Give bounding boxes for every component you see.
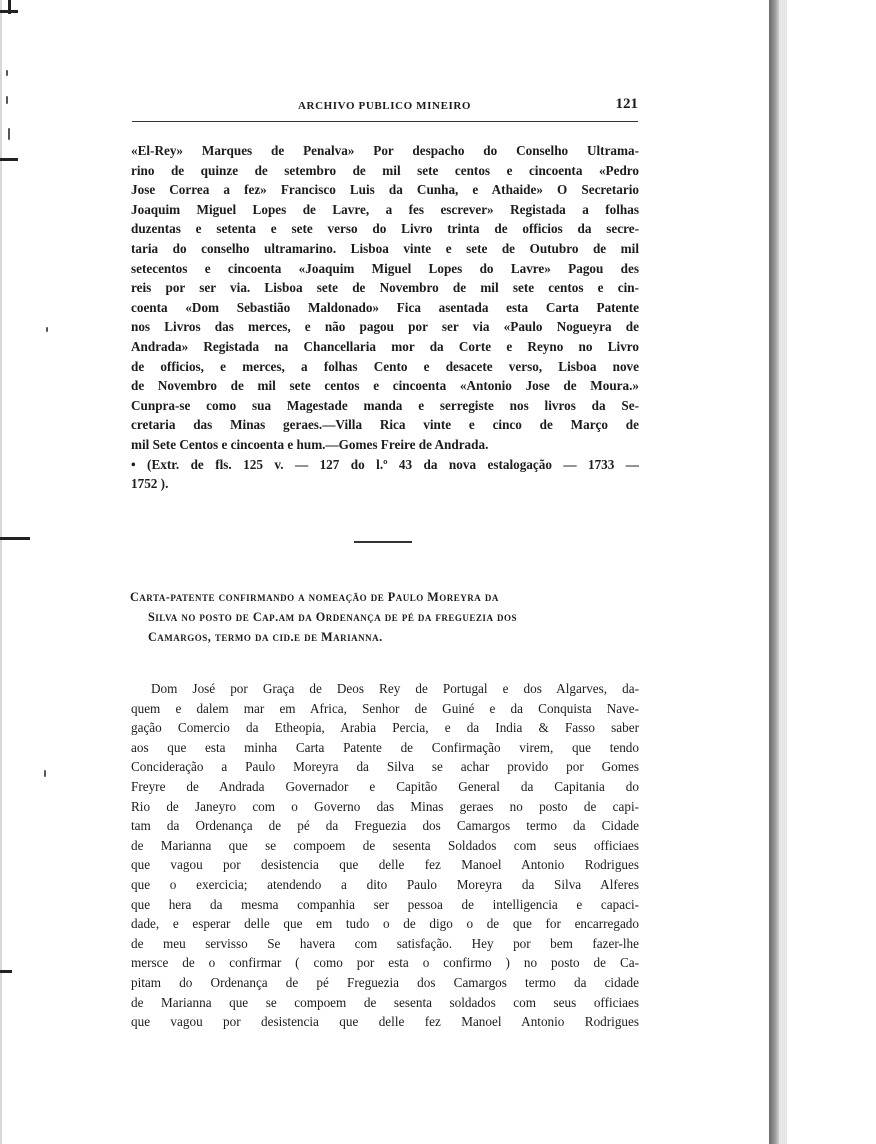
scan-speck (46, 327, 48, 332)
text-line: cretaria das Minas geraes.—Villa Rica vinte e cinco de Março de (131, 417, 639, 433)
text-line: de Novembro de mil sete centos e cincoenta «Antonio Jose de Moura.» (131, 378, 639, 394)
text-line: rino de quinze de setembro de mil sete centos e cincoenta «Pedro (131, 162, 639, 178)
section-divider (354, 541, 412, 543)
text-line: Joaquim Miguel Lopes de Lavre, a fes escrever» Registada a folhas (131, 201, 639, 217)
scan-corner-mark-stem (8, 0, 11, 14)
text-line: taria do conselho ultramarino. Lisboa vinte e sete de Outubro de mil (131, 240, 639, 256)
source-citation-line: • (Extr. de fls. 125 v. — 127 do l.º 43 da nova estalogação — 1733 — (131, 456, 639, 472)
text-line: quem e dalem mar em Africa, Senhor de Guiné e da Conquista Nave- (131, 700, 639, 716)
text-line: tam da Ordenança de pé da Freguezia dos Camargos termo da Cidade (131, 818, 639, 834)
text-line: que hera da mesma companhia ser pessoa de intelligencia e capaci- (131, 896, 639, 912)
text-line: coenta «Dom Sebastião Maldonado» Fica asentada esta Carta Patente (131, 299, 639, 315)
heading-line: Carta-patente confirmando a nomeação de Paulo Moreyra da (130, 590, 499, 604)
text-line: que vagou por desistencia que delle fez Manoel Antonio Rodrigues (131, 857, 639, 873)
scan-margin-tick (0, 970, 12, 973)
document-heading (130, 587, 640, 647)
text-line: Andrada» Registada na Chancellaria mor da Corte e Reyno no Livro (131, 338, 639, 354)
scan-binding-shadow (769, 0, 779, 1144)
text-line: Dom José por Graça de Deos Rey de Portugal e dos Algarves, da- (151, 681, 639, 696)
text-line: Cunpra-se como sua Magestade manda e serregiste nos livros da Se- (131, 397, 639, 413)
text-line: Concideração a Paulo Moreyra da Silva se achar provido por Gomes (131, 759, 639, 775)
text-line: nos Livros das merces, e não pagou por ser via «Paulo Nogueyra de (131, 319, 639, 335)
scan-margin-tick (0, 537, 30, 540)
text-line: que o exercicia; atendendo a dito Paulo Moreyra da Silva Alferes (131, 876, 639, 892)
heading-line: Camargos, termo da cid.e de Marianna. (148, 630, 383, 644)
text-line: de Marianna que se compoem de sesenta Soldados com seus officiaes (131, 837, 639, 853)
text-line: mil Sete Centos e cincoenta e hum.—Gomes Freire de Andrada. (131, 436, 489, 452)
running-title: ARCHIVO PUBLICO MINEIRO (298, 100, 472, 112)
text-line: de officios, e merces, a folhas Cento e desacete verso, Lisboa nove (131, 358, 639, 374)
scan-speck (44, 770, 46, 777)
text-line: de Marianna que se compoem de sesenta soldados com seus officiaes (131, 994, 639, 1010)
scan-speck (6, 96, 8, 104)
running-head (130, 96, 638, 118)
source-citation-line: 1752 ). (131, 476, 169, 492)
text-line: mersce de o confirmar ( como por esta o confirmo ) no posto de Ca- (131, 955, 639, 971)
scan-margin-tick (0, 158, 18, 161)
text-line: dade, e esperar delle que em tudo o de digo o de que for encarregado (131, 916, 639, 932)
scan-speck (8, 128, 10, 140)
text-line: Jose Correa a fez» Francisco Luis da Cunha, e Athaide» O Secretario (131, 182, 639, 198)
text-line: «El-Rey» Marques de Penalva» Por despacho do Conselho Ultrama- (131, 143, 639, 158)
text-line: reis por ser via. Lisboa sete de Novembro de mil sete centos e cin- (131, 280, 639, 296)
body-paragraph (131, 679, 639, 1032)
text-line: gação Comercio da Etheopia, Arabia Percia, e da India & Fasso saber (131, 720, 639, 736)
text-line: de meu servisso Se havera com satisfação. Hey por bem fazer-lhe (131, 935, 639, 951)
text-line: Rio de Janeyro com o Governo das Minas geraes no posto de capi- (131, 798, 639, 814)
page-number: 121 (615, 96, 638, 112)
text-line: setecentos e cincoenta «Joaquim Miguel Lopes do Lavre» Pagou des (131, 260, 639, 276)
text-line: Freyre de Andrada Governador e Capitão General da Capitania do (131, 778, 639, 794)
scan-binding-edge (779, 0, 787, 1144)
body-paragraph-continued (131, 141, 639, 494)
text-line: que vagou por desistencia que delle fez Manoel Antonio Rodrigues (131, 1014, 639, 1030)
text-line: aos que esta minha Carta Patente de Confirmação virem, que tendo (131, 739, 639, 755)
header-rule (132, 121, 638, 122)
scan-speck (6, 70, 8, 76)
heading-line: Silva no posto de Cap.am da Ordenança de pé da freguezia dos (148, 610, 517, 624)
text-line: duzentas e setenta e sete verso do Livro trinta de officios da secre- (131, 221, 639, 237)
text-line: pitam do Ordenança de pé Freguezia dos Camargos termo da cidade (131, 974, 639, 990)
